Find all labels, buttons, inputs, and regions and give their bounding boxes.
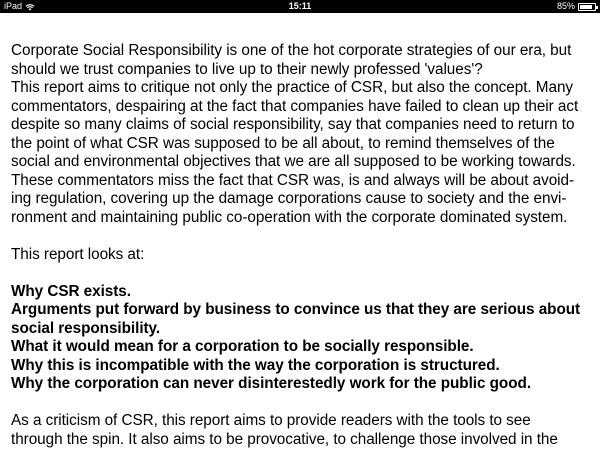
looks-at-paragraph bbox=[11, 246, 597, 265]
text-line: This report aims to critique not only the practice of CSR, but also the concept. Many bbox=[11, 79, 574, 96]
topic-line: Why the corporation can never disinterestedly work for the public good. bbox=[11, 375, 532, 392]
battery-icon bbox=[578, 3, 596, 11]
status-bar bbox=[0, 0, 600, 13]
battery-percent: 85% bbox=[556, 1, 575, 11]
paragraph-spacer bbox=[11, 394, 597, 413]
text-line: This report looks at: bbox=[11, 245, 145, 263]
document-body[interactable] bbox=[11, 42, 597, 449]
text-line: the point of what CSR was supposed to be all about, to remind themselves of the bbox=[11, 134, 555, 152]
aims-paragraph bbox=[11, 79, 597, 227]
text-line: through the spin. It also aims to be provocative, to challenge those involved in the bbox=[11, 430, 558, 448]
clock: 15:11 bbox=[288, 1, 312, 11]
text-line: commentators, despairing at the fact that companies have failed to clean up their act bbox=[11, 97, 579, 115]
topic-line: Why CSR exists. bbox=[11, 282, 131, 300]
intro-paragraph bbox=[11, 42, 597, 79]
topics-list bbox=[11, 283, 597, 394]
topic-line: What it would mean for a corporation to be socially responsible. bbox=[11, 338, 474, 355]
topic-line: Arguments put forward by business to convince us that they are serious about bbox=[11, 301, 581, 318]
text-line: As a criticism of CSR, this report aims to provide readers with the tools to see bbox=[11, 412, 531, 429]
text-line: Corporate Social Responsibility is one of the hot corporate strategies of our era, but bbox=[11, 42, 572, 59]
battery-fill bbox=[580, 5, 592, 9]
topic-line: social responsibility. bbox=[11, 319, 161, 337]
text-line: despite so many claims of social responsibility, say that companies need to return to bbox=[11, 116, 575, 133]
text-line: should we trust companies to live up to their newly professed 'values'? bbox=[11, 60, 483, 78]
text-line: social and environmental objectives that we are all supposed to be working towards. bbox=[11, 153, 576, 170]
paragraph-spacer bbox=[11, 264, 597, 283]
paragraph-spacer bbox=[11, 227, 597, 246]
topic-line: Why this is incompatible with the way the corporation is structured. bbox=[11, 356, 500, 374]
text-line: ronment and maintaining public co-operation with the corporate dominated system. bbox=[11, 208, 568, 226]
closing-paragraph bbox=[11, 412, 597, 449]
text-line: These commentators miss the fact that CSR was, is and always will be about avoid- bbox=[11, 171, 575, 189]
status-bar-right bbox=[557, 0, 596, 13]
text-line: ing regulation, covering up the damage corporations cause to society and the envi- bbox=[11, 190, 567, 207]
device-name: iPad bbox=[4, 1, 23, 11]
